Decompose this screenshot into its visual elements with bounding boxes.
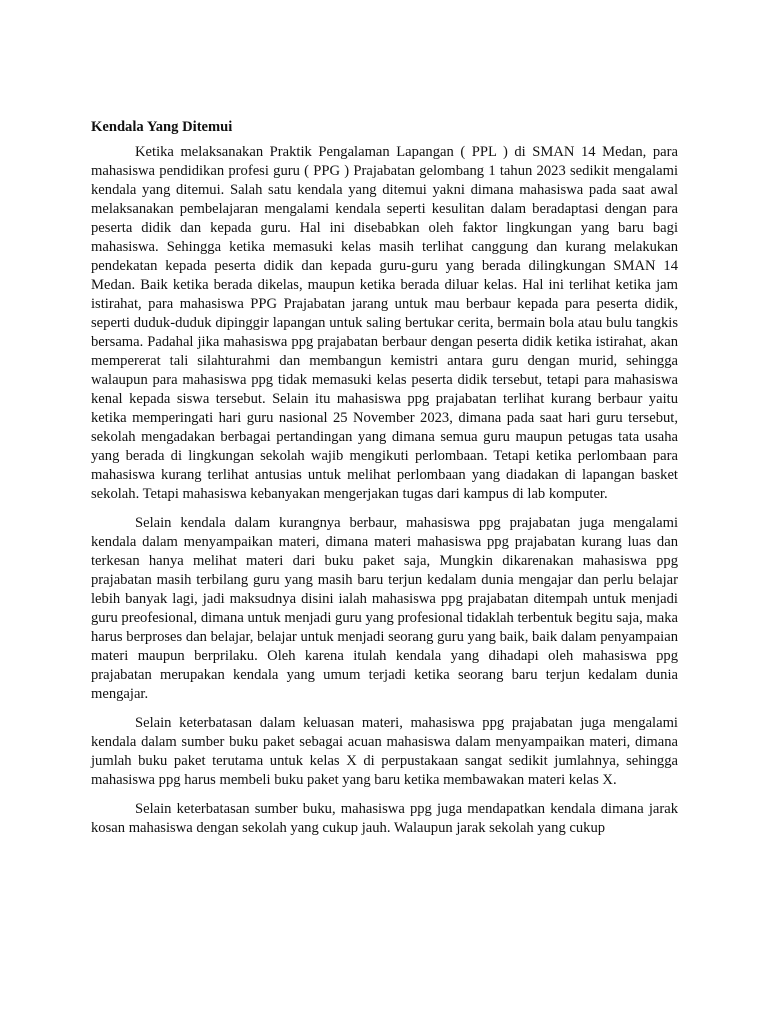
paragraph-3: Selain keterbatasan dalam keluasan materi, mahasiswa ppg prajabatan juga mengalami kendala dalam sumber buku paket sebagai acuan mahasiswa dalam menyampaikan materi, dimana jumlah buku paket terutama untuk kelas X di perpustakaan sangat sedikit jumlahnya, sehingga mahasiswa ppg harus membeli buku paket yang baru ketika membawakan materi kelas X.: [91, 715, 678, 788]
paragraph-4: Selain keterbatasan sumber buku, mahasiswa ppg juga mendapatkan kendala dimana jarak kosan mahasiswa dengan sekolah yang cukup jauh. Walaupun jarak sekolah yang cukup: [91, 801, 678, 836]
paragraph-2: Selain kendala dalam kurangnya berbaur, mahasiswa ppg prajabatan juga mengalami kendala dalam menyampaikan materi, dimana materi mahasiswa ppg prajabatan kurang luas dan terkesan hanya melihat materi dari buku paket saja, Mungkin dikarenakan mahasiswa ppg prajabatan masih terbilang guru yang masih baru terjun kedalam dunia mengajar dan perlu belajar lebih banyak lagi, jadi maksudnya disini ialah mahasiswa ppg prajabatan ditempah untuk menjadi guru preofesional, dimana untuk menjadi guru yang profesional tidaklah terbentuk begitu saja, maka harus berproses dan belajar, belajar untuk menjadi seorang guru yang baik, baik dalam penyampaian materi maupun berprilaku. Oleh karena itulah kendala yang dihadapi oleh mahasiswa ppg prajabatan merupakan kendala yang umum terjadi ketika seorang baru terjun kedalam dunia mengajar.: [91, 515, 678, 702]
section-heading: Kendala Yang Ditemui: [91, 119, 233, 135]
paragraph-1: Ketika melaksanakan Praktik Pengalaman Lapangan ( PPL ) di SMAN 14 Medan, para mahasiswa pendidikan profesi guru ( PPG ) Prajabatan gelombang 1 tahun 2023 sedikit mengalami kendala yang ditemui. Salah satu kendala yang ditemui yakni dimana mahasiswa pada saat awal melaksanakan pembelajaran mengalami kendala seperti kesulitan dalam beradaptasi dengan para peserta didik dan kepada guru. Hal ini disebabkan oleh faktor lingkungan yang baru bagi mahasiswa. Sehingga ketika memasuki kelas masih terlihat canggung dan kurang melakukan pendekatan kepada peserta didik dan kepada guru-guru yang berada dilingkungan SMAN 14 Medan. Baik ketika berada dikelas, maupun ketika berada diluar kelas. Hal ini terlihat ketika jam istirahat, para mahasiswa PPG Prajabatan jarang untuk mau berbaur kepada para peserta didik, seperti duduk-duduk dipinggir lapangan untuk saling bertukar cerita, bermain bola atau bulu tangkis bersama. Padahal jika mahasiswa ppg prajabatan berbaur dengan peserta didik ketika istirahat, akan mempererat tali silahturahmi dan membangun kemistri antara guru dengan murid, sehingga walaupun para mahasiswa ppg tidak memasuki kelas peserta didik tersebut, tetapi para mahasiswa kenal kepada siswa tersebut. Selain itu mahasiswa ppg prajabatan terlihat kurang berbaur yaitu ketika memperingati hari guru nasional 25 November 2023, dimana pada saat hari guru tersebut, sekolah mengadakan berbagai pertandingan yang dimana semua guru maupun petugas tata usaha yang berada di lingkungan sekolah wajib mengikuti perlombaan. Tetapi ketika perlombaan para mahasiswa kurang terlihat antusias untuk melihat perlombaan yang diadakan di lapangan basket sekolah. Tetapi mahasiswa kebanyakan mengerjakan tugas dari kampus di lab komputer.: [91, 144, 678, 502]
document-body: [91, 118, 678, 848]
